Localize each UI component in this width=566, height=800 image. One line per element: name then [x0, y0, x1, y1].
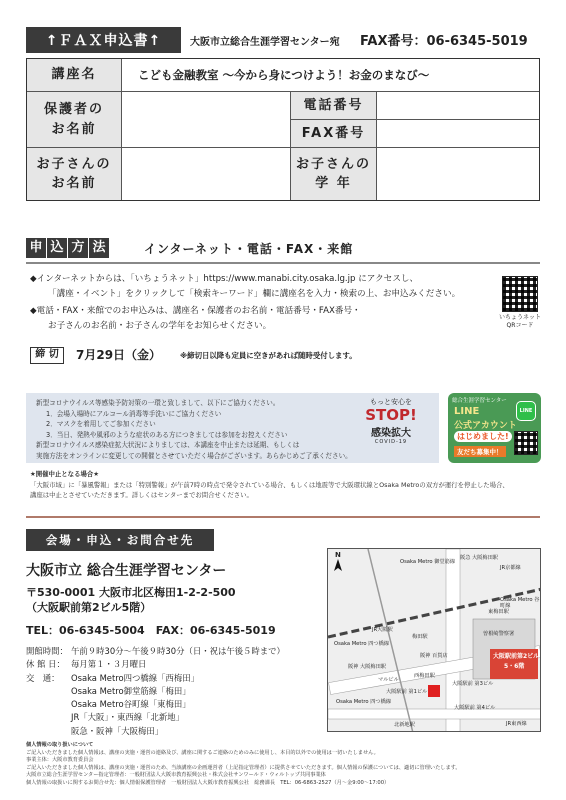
hours-key: 開館時間：: [26, 646, 68, 656]
internet-line-2: 「講座・イベント」をクリックして「検索キーワード」欄に講座名を入力・検索の上、お申込みください。: [48, 289, 461, 299]
child-name-label: [27, 148, 122, 200]
footer-line: 大阪市立総合生涯学習センター指定管理者：一般財団法人大阪市教育振興公社・株式会社サンワールド・ウィルトップ共同事業体: [26, 772, 326, 779]
map-label: 大阪駅前 第4ビル: [454, 705, 496, 711]
method-types: インターネット・電話・FAX・来館: [144, 242, 354, 256]
fax-label: FAX番号: [291, 120, 377, 148]
access-item: Osaka Metro四つ橋線「西梅田」: [71, 672, 200, 683]
map-target-label: 大阪駅前第2ビル: [493, 653, 540, 660]
notice-title: ★開催中止となる場合★: [30, 470, 99, 478]
line-title-1: LINE: [454, 406, 480, 417]
map-label: Osaka Metro 谷町線: [500, 597, 540, 610]
map-label: 大阪駅前 第3ビル: [452, 681, 494, 687]
other-instructions: [30, 304, 500, 334]
venue-address: [26, 585, 236, 615]
map-label: 東梅田駅: [488, 609, 509, 615]
guardian-name-field[interactable]: [122, 92, 291, 148]
map-target-floor: 5・6階: [504, 663, 525, 670]
fax-form-badge: ↑ＦＡＸ申込書↑: [26, 27, 181, 53]
venue-address-line2: （大阪駅前第2ビル5階）: [26, 601, 152, 614]
map-label: 梅田駅: [412, 634, 428, 640]
method-char-2: 込: [47, 238, 67, 258]
map-label: 北新地駅: [394, 722, 415, 728]
map-label: JR京都線: [500, 565, 521, 571]
deadline-note: ※締切日以降も定員に空きがあれば随時受付します。: [180, 351, 357, 360]
course-label: 講座名: [27, 59, 122, 92]
child-name-label-line2: お名前: [51, 176, 97, 191]
fax-field[interactable]: [377, 120, 539, 148]
method-char-1: 申: [26, 238, 46, 258]
covid-line-6: 実施方法をオンラインに変更しての開催とさせていただく場合がございます。あらかじめご了承ください。: [36, 451, 352, 460]
method-char-3: 方: [68, 238, 88, 258]
line-start: はじめました!: [454, 431, 512, 442]
child-grade-label-line2: 学 年: [315, 176, 352, 191]
venue-tel: TEL：06-6345-5004 FAX：06-6345-5019: [26, 624, 276, 637]
qr-caption-line2: QRコード: [506, 322, 534, 329]
stop-pre: もっと安心を: [370, 398, 412, 406]
stop-small: COVID-19: [374, 439, 408, 445]
method-heading: [26, 238, 110, 258]
cancellation-notice: [30, 469, 540, 501]
section-divider: [26, 516, 540, 518]
access-item: Osaka Metro御堂筋線「梅田」: [71, 685, 191, 696]
covid-line-4: 3．当日、発熱や風邪のような症状のある方につきましては参加をお控えください: [46, 430, 288, 439]
guardian-label-line2: お名前: [51, 121, 97, 137]
map-label: 阪神 百貨店: [420, 653, 448, 659]
venue-info: [26, 645, 285, 738]
covid-line-1: 新型コロナウイルス等感染予防対策の一環と致しまして、以下にご協力ください。: [36, 399, 280, 407]
access-map[interactable]: [327, 548, 541, 732]
fax-destination: 大阪市立総合生涯学習センター宛: [190, 37, 340, 48]
covid-notice: [26, 393, 439, 463]
map-label: 曽根崎警察署: [483, 631, 515, 637]
map-label: 西梅田駅: [414, 673, 435, 679]
map-label: JR大阪駅: [372, 627, 393, 633]
map-label: 阪急 大阪梅田駅: [460, 555, 498, 561]
venue-name: 大阪市立 総合生涯学習センター: [26, 563, 227, 579]
method-divider: [26, 262, 540, 264]
venue-address-line1: 〒530-0001 大阪市北区梅田1-2-2-500: [26, 586, 236, 599]
map-label: Osaka Metro 御堂筋線: [400, 559, 455, 565]
child-grade-label-line1: お子さんの: [295, 156, 371, 172]
line-logo-icon: LINE: [516, 401, 536, 421]
ichou-net-qr-code[interactable]: [502, 276, 538, 312]
course-value[interactable]: こども金融教室 〜今から身につけよう！お金のまなび〜: [122, 59, 539, 92]
stop-covid-graphic: [348, 397, 434, 445]
stop-title: STOP!: [365, 406, 417, 424]
method-char-4: 法: [89, 238, 109, 258]
deadline-badge: 締 切: [30, 347, 64, 364]
closed-key: 休 館 日：: [26, 659, 65, 670]
footer-line: 個人情報の取り扱いについて: [26, 742, 94, 748]
deadline-date: 7月29日（金）: [76, 348, 162, 362]
privacy-footer: [26, 742, 540, 788]
guardian-name-label: [27, 92, 122, 148]
hours-value: 午前９時30分〜午後９時30分（日・祝は午後５時まで）: [71, 646, 285, 656]
access-item: 阪急・阪神「大阪梅田」: [71, 725, 164, 736]
closed-value: 毎月第１・３月曜日: [71, 659, 147, 670]
guardian-label-line1: 保護者の: [43, 102, 104, 117]
phone-field[interactable]: [377, 92, 539, 120]
child-grade-field[interactable]: [377, 148, 539, 200]
access-key: 交 通：: [26, 672, 60, 683]
child-grade-label: [291, 148, 377, 200]
covid-line-2: 1．会場入場時にアルコール消毒等手洗いにご協力ください: [46, 409, 222, 418]
qr-caption: [496, 314, 544, 330]
map-label: Osaka Metro 四つ橋線: [336, 699, 391, 705]
line-center: 総合生涯学習センター: [452, 398, 507, 404]
access-item: Osaka Metro谷町線「東梅田」: [71, 699, 191, 710]
covid-line-3: 2．マスクを着用してご参加ください: [46, 420, 156, 428]
line-friend: 友だち募集中！: [454, 446, 506, 457]
other-line-1: ◆電話・FAX・来館でのお申込みは、講座名・保護者のお名前・電話番号・FAX番号・: [30, 306, 361, 316]
map-north: N: [335, 551, 341, 559]
footer-line: ご記入いただきました個人情報は、講座の実施・運営の連絡及び、講座に関するご連絡のためのみに使用し、本目的以外での使用は一切いたしません。: [26, 749, 379, 756]
stop-sub: 感染拡大: [371, 428, 411, 439]
application-form: [26, 58, 540, 201]
phone-label: 電話番号: [291, 92, 377, 120]
child-name-label-line1: お子さんの: [36, 156, 112, 172]
fax-number: FAX番号：06-6345-5019: [360, 34, 528, 49]
notice-body-2: 講座は中止とさせていただきます。詳しくはセンターまでお問合せください。: [30, 491, 253, 499]
footer-line: ご記入いただきました個人情報は、講座の実施・運営のため、当該講座の企画運営者（上記指定管理者）に提供させていただきます。個人情報の保護については、適切に管理いたします。: [26, 764, 461, 771]
internet-line-1: ◆インターネットからは、「いちょうネット」https://www.manabi.city.osaka.lg.jp にアクセスし、: [30, 274, 419, 284]
child-name-field[interactable]: [122, 148, 291, 200]
footer-line: 事業主体：大阪市教育委員会: [26, 757, 94, 764]
qr-caption-line1: いちょうネット: [498, 314, 541, 321]
notice-body-1: 「大阪市域」に「暴風警報」または「特別警報」が午前7時の時点で発令されている場合、もしくは地震等で大阪環状線とOsaka Metroの双方が運行を停止した場合、: [30, 480, 509, 489]
covid-line-5: 新型コロナウイルス感染症拡大状況によりましては、本講座を中止または延期、もしくは: [36, 441, 300, 449]
line-account-banner[interactable]: [448, 393, 541, 463]
other-line-2: お子さんのお名前・お子さんの学年をお知らせください。: [48, 321, 272, 331]
map-label: Osaka Metro 四つ橋線: [334, 641, 389, 647]
map-label: マルビル: [378, 677, 399, 683]
venue-badge: 会場・申込・お問合せ先: [26, 529, 214, 551]
map-label: 阪神 大阪梅田駅: [348, 664, 386, 670]
map-label: 大阪駅前 第1ビル: [386, 689, 428, 695]
line-title-2: 公式アカウント: [454, 421, 517, 431]
map-label: JR東西線: [506, 721, 527, 727]
footer-line: 個人情報の取扱いに関するお問合せ先：個人情報保護管理者 一般財団法人大阪市教育振興公社 総務課長 TEL：06-6863-2527（月〜金9:00〜17:00）: [26, 779, 390, 786]
line-qr-code[interactable]: [514, 431, 538, 455]
access-item: JR「大阪」・東西線「北新地」: [71, 712, 184, 723]
internet-instructions: [30, 272, 500, 302]
